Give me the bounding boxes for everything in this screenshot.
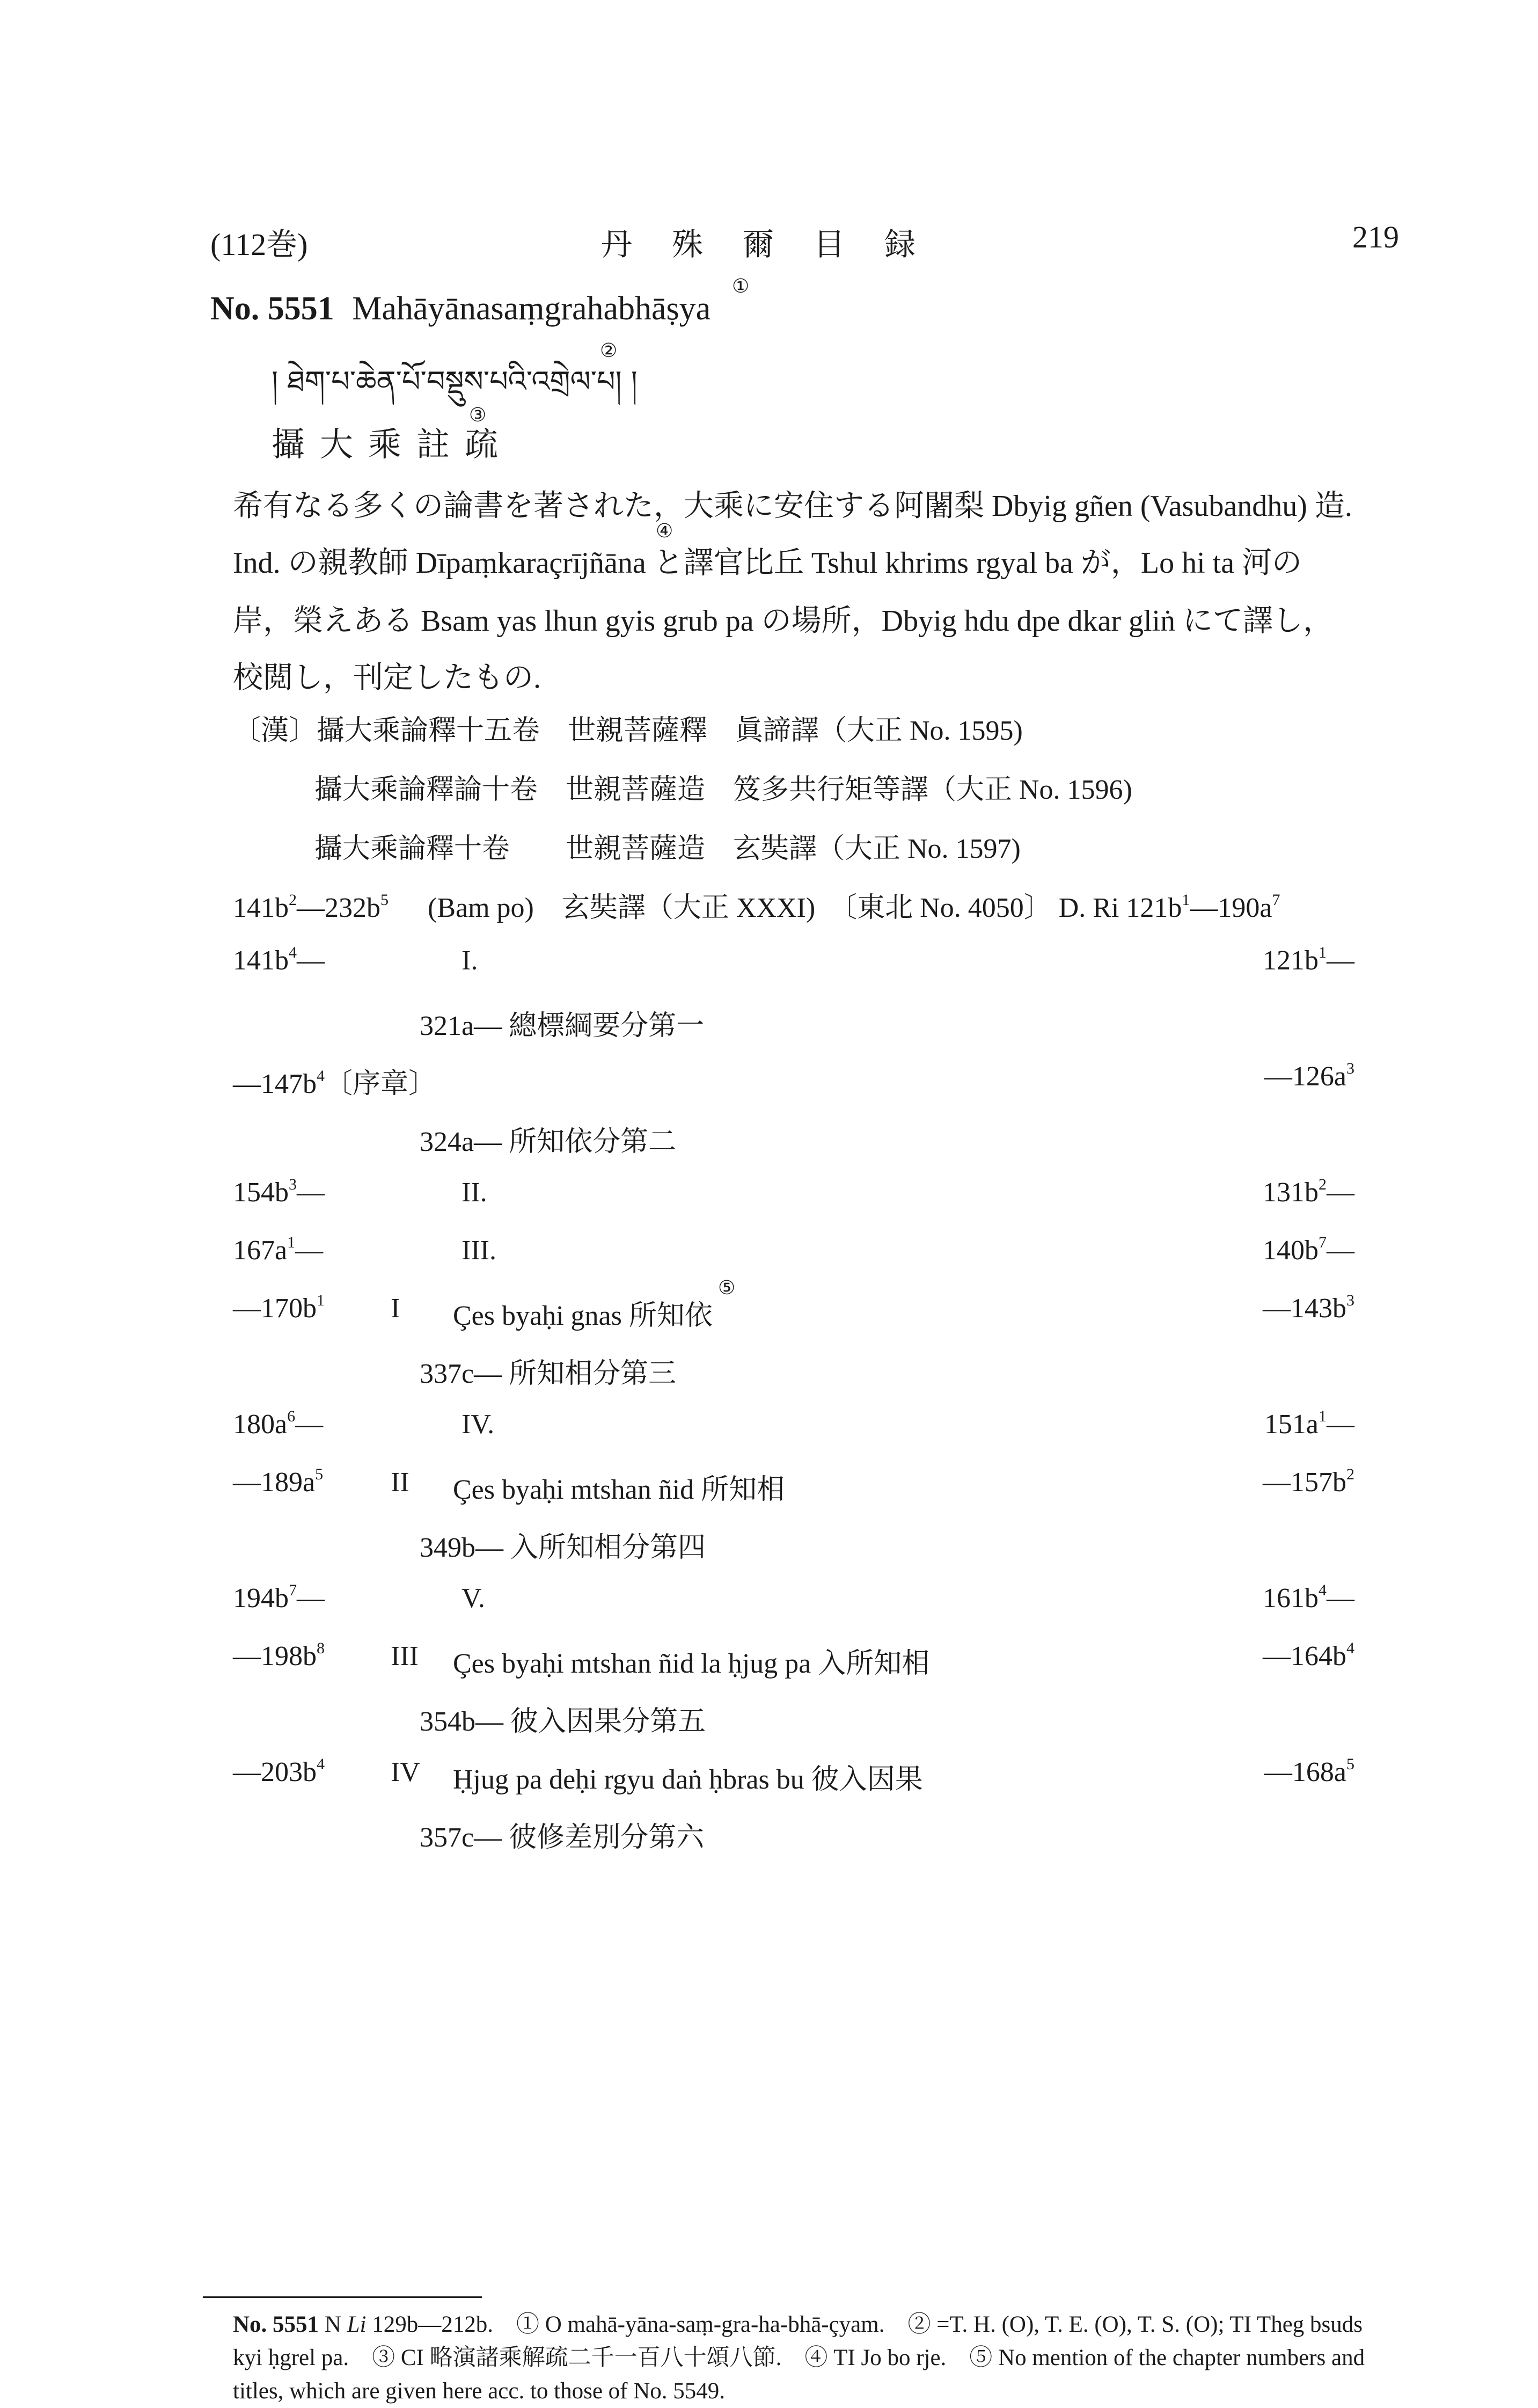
right-folio-value: —126a [1264, 1061, 1346, 1092]
left-folio-sup: 3 [289, 1176, 297, 1193]
right-folio-value: —168a [1264, 1757, 1346, 1787]
right-folio-value: 140b [1263, 1235, 1319, 1266]
chapter-subtitle: 324a— 所知依分第二 [420, 1127, 677, 1157]
range-d-start-sup: 1 [1182, 891, 1190, 909]
right-folio-sup: 4 [1346, 1639, 1354, 1657]
range-d-end-sup: 7 [1272, 891, 1280, 909]
right-folio [1263, 945, 1354, 976]
footnote-label: No. 5551 [233, 2312, 319, 2337]
right-folio-sup: 4 [1319, 1581, 1327, 1599]
chapter-title: Çes byaḥi gnas 所知依 [453, 1301, 713, 1331]
left-folio-value: 194b [233, 1583, 289, 1614]
right-folio-tail: — [1327, 1409, 1354, 1440]
right-folio-sup: 2 [1346, 1465, 1354, 1483]
colophon-line-2a: Ind. の親教師 Dīpaṃkaraçrījñāna [233, 546, 646, 580]
left-folio [233, 1061, 436, 1101]
range-start: 141b [233, 893, 289, 923]
page-number: 219 [1352, 220, 1399, 254]
chapter-number: I [391, 1293, 400, 1324]
left-folio [233, 1293, 325, 1324]
left-folio-sup: 7 [289, 1581, 297, 1599]
left-folio [233, 1177, 325, 1208]
section-number: IV. [462, 1409, 495, 1440]
right-folio-value: —164b [1263, 1641, 1346, 1672]
range-end-sup: 5 [380, 891, 389, 909]
footnote-li: Li [347, 2312, 367, 2337]
left-folio-tail: — [295, 1409, 324, 1440]
right-folio [1263, 1466, 1354, 1498]
right-folio-sup: 3 [1346, 1291, 1354, 1309]
right-folio-sup: 2 [1319, 1176, 1327, 1193]
entry-number: No. 5551 [210, 290, 334, 327]
left-folio [233, 1756, 325, 1788]
range-start-sup: 2 [289, 891, 297, 909]
right-folio [1263, 1582, 1354, 1614]
right-folio-sup: 5 [1346, 1755, 1354, 1773]
left-folio [233, 1235, 323, 1266]
chapter-number: II [391, 1467, 409, 1498]
left-folio-sup: 6 [287, 1407, 296, 1425]
right-folio-value: 131b [1263, 1177, 1319, 1208]
chapter-number: III [391, 1641, 419, 1672]
left-folio-tail: — [297, 1177, 325, 1208]
left-folio-sup: 4 [317, 1755, 325, 1773]
left-folio-sup: 5 [315, 1465, 324, 1483]
right-folio-sup: 7 [1319, 1234, 1327, 1251]
left-folio-sup: 1 [287, 1234, 296, 1251]
right-folio-tail: — [1327, 1583, 1354, 1614]
note-marker-1: ① [732, 275, 750, 297]
left-folio-value: —189a [233, 1467, 316, 1498]
left-folio-sup: 4 [289, 944, 297, 961]
chinese-version-3: 攝大乘論釋十卷 世親菩薩造 玄奘譯（大正 No. 1597) [314, 834, 1021, 864]
left-folio [233, 1409, 323, 1440]
right-folio [1264, 1756, 1354, 1788]
chapter-subtitle: 357c— 彼修差別分第六 [420, 1822, 705, 1853]
colophon-line-1: 希有なる多くの論書を著された，大乘に安住する阿闍梨 Dbyig gñen (Vasubandhu) 造. [233, 490, 1352, 523]
right-folio-value: 161b [1263, 1583, 1319, 1614]
left-folio-tail: — [297, 945, 325, 976]
folio-range-line [233, 885, 1280, 925]
left-folio-value: —170b [233, 1293, 317, 1324]
running-title: 丹 殊 爾 目 録 [601, 227, 920, 262]
footnote [233, 2308, 1387, 2408]
chapter-title: Çes byaḥi mtshan ñid la ḥjug pa 入所知相 [453, 1648, 930, 1679]
left-folio-value: —198b [233, 1641, 317, 1672]
left-folio-value: 167a [233, 1235, 288, 1266]
right-folio [1263, 1640, 1354, 1672]
chinese-version-1: 〔漢〕攝大乘論釋十五卷 世親菩薩釋 眞諦譯（大正 No. 1595) [233, 716, 1023, 746]
range-description: (Bam po) 玄奘譯（大正 XXXI) 〔東北 No. 4050〕 D. Ri 121b [428, 893, 1182, 923]
section-number: I. [462, 945, 478, 976]
right-folio-value: 151a [1264, 1409, 1319, 1440]
left-folio [233, 1640, 325, 1672]
chapter-subtitle: 354b— 彼入因果分第五 [420, 1706, 706, 1737]
left-folio-tail: 〔序章〕 [325, 1069, 437, 1099]
right-folio-tail: — [1327, 1235, 1354, 1266]
left-folio-tail: — [297, 1583, 325, 1614]
colophon-line-2b: と譯官比丘 Tshul khrims rgyal ba が，Lo hi ta 河の [653, 546, 1302, 580]
chapter-subtitle: 321a— 總標綱要分第一 [420, 1011, 705, 1041]
right-folio [1264, 1409, 1354, 1440]
left-folio [233, 945, 325, 976]
chinese-title: 攝大乘註疏 [272, 427, 514, 463]
left-folio [233, 1582, 325, 1614]
volume-label: (112巻) [210, 227, 308, 262]
left-folio-value: 141b [233, 945, 289, 976]
left-folio [233, 1466, 323, 1498]
footnote-text-a: N [324, 2312, 347, 2337]
right-folio-value: —157b [1263, 1467, 1346, 1498]
right-folio-sup: 1 [1319, 944, 1327, 961]
left-folio-sup: 8 [317, 1639, 325, 1657]
note-marker-2: ② [600, 340, 618, 361]
footnote-rule [203, 2296, 482, 2298]
left-folio-sup: 4 [317, 1067, 325, 1085]
chapter-title: Ḥjug pa deḥi rgyu daṅ ḥbras bu 彼入因果 [453, 1764, 923, 1795]
note-marker-5: ⑤ [718, 1277, 736, 1298]
chapter-subtitle: 349b— 入所知相分第四 [420, 1533, 706, 1563]
colophon-line-3: 岸，榮えある Bsam yas lhun gyis grub pa の場所，Dbyig hdu dpe dkar gliṅ にて譯し， [233, 604, 1334, 638]
chapter-title: Çes byaḥi mtshan ñid 所知相 [453, 1475, 785, 1505]
left-folio-value: —203b [233, 1757, 317, 1787]
left-folio-sup: 1 [317, 1291, 325, 1309]
right-folio-sup: 1 [1319, 1407, 1327, 1425]
section-number: III. [462, 1235, 496, 1266]
left-folio-value: —147b [233, 1069, 317, 1099]
left-folio-value: 154b [233, 1177, 289, 1208]
tibetan-title: ། ཐེག་པ་ཆེན་པོ་བསྡུས་པའི་འགྲེལ་པ། ། [272, 364, 638, 398]
note-marker-3: ③ [469, 404, 487, 426]
chapter-number: IV [391, 1757, 420, 1787]
right-folio [1263, 1293, 1354, 1324]
section-number: II. [462, 1177, 487, 1208]
right-folio [1263, 1235, 1354, 1266]
colophon-line-4: 校閲し，刊定したもの. [233, 661, 541, 695]
range-end: —232b [297, 893, 380, 923]
colophon-line-2 [233, 539, 1302, 582]
sanskrit-title: Mahāyānasaṃgrahabhāṣya [352, 290, 711, 327]
left-folio-value: 180a [233, 1409, 288, 1440]
chapter-subtitle: 337c— 所知相分第三 [420, 1359, 677, 1389]
right-folio-value: 121b [1263, 945, 1319, 976]
range-d-end: —190a [1190, 893, 1272, 923]
right-folio [1263, 1177, 1354, 1208]
section-number: V. [462, 1583, 485, 1614]
right-folio-value: —143b [1263, 1293, 1346, 1324]
note-marker-4: ④ [656, 520, 673, 542]
chinese-version-2: 攝大乘論釋論十卷 世親菩薩造 笈多共行矩等譯（大正 No. 1596) [314, 775, 1132, 805]
footnote-text-b: 129b—212b. ① O mahā-yāna-saṃ-gra-ha-bhā-çyam. ② =T. H. (O), T. E. (O), T. S. (O); TI Theg bsuds kyi ḥgrel pa. ③ CI 略演諸乘解疏二千一百八十頌八節. ④ TI Jo bo rje. ⑤ No mention of the chapter numbers and titles, which are given here acc. to those of No. 5549. [233, 2312, 1365, 2404]
right-folio [1264, 1061, 1354, 1092]
entry-heading [210, 290, 711, 328]
right-folio-tail: — [1327, 945, 1354, 976]
right-folio-sup: 3 [1346, 1060, 1354, 1077]
right-folio-tail: — [1327, 1177, 1354, 1208]
left-folio-tail: — [295, 1235, 324, 1266]
